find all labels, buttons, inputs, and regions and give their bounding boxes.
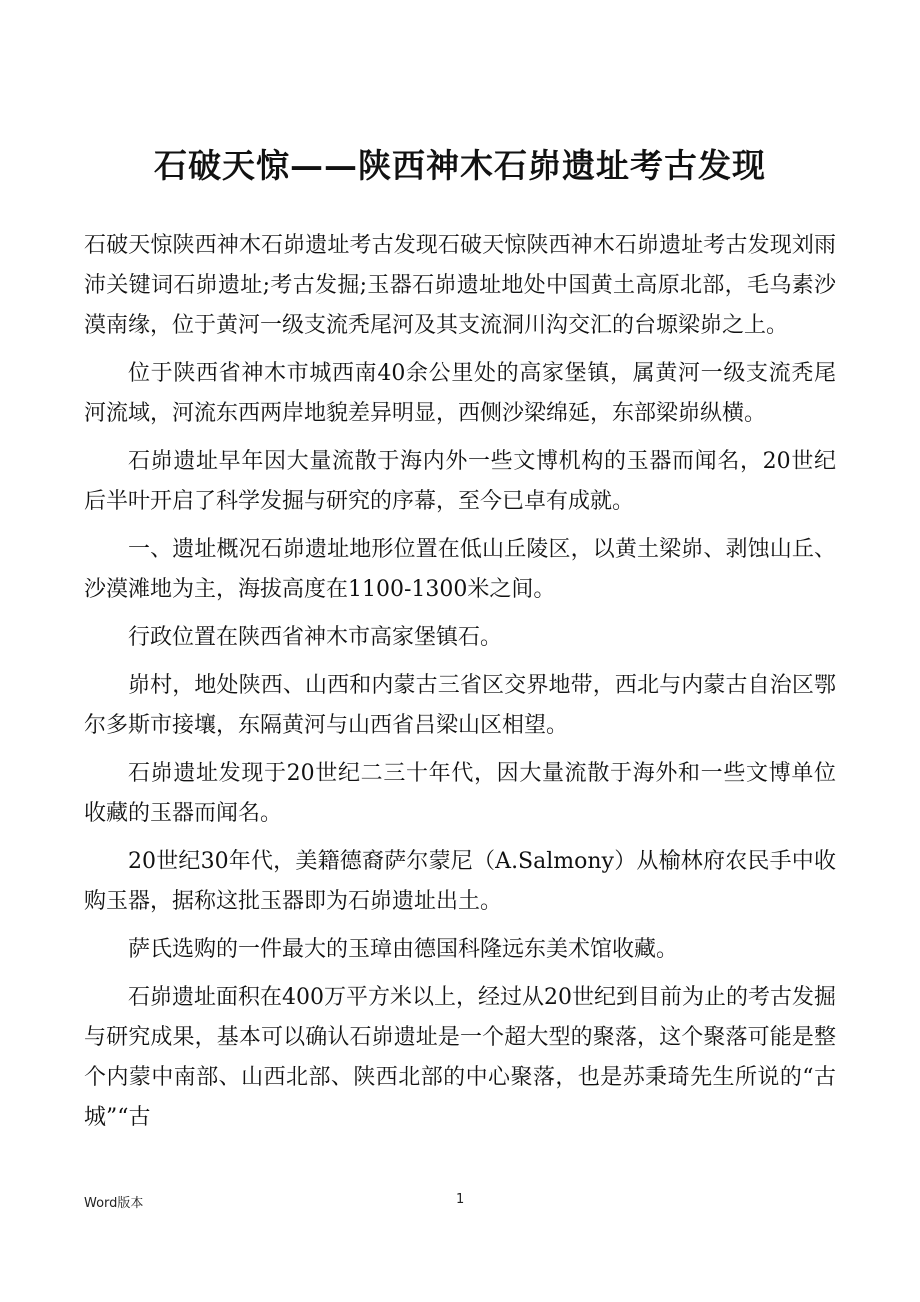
page-number: 1 [456,1192,465,1207]
paragraph-9: 萨氏选购的一件最大的玉璋由德国科隆远东美术馆收藏。 [128,937,679,962]
paragraph-4: 一、遗址概况石峁遗址地形位置在低山丘陵区，以黄土梁峁、剥蚀山丘、沙漠滩地为主，海拔高度在1100-1300米之间。 [84,537,836,602]
document-title: 石破天惊——陕西神木石峁遗址考古发现 [154,146,766,185]
paragraph-2: 位于陕西省神木市城西南40余公里处的高家堡镇，属黄河一级支流秃尾河流域，河流东西两岸地貌差异明显，西侧沙梁绵延，东部梁峁纵横。 [84,361,836,426]
paragraph-1: 石破天惊陕西神木石峁遗址考古发现石破天惊陕西神木石峁遗址考古发现刘雨沛关键词石峁遗址;考古发掘;玉器石峁遗址地处中国黄土高原北部，毛乌素沙漠南缘，位于黄河一级支流秃尾河及其支流洞川沟交汇的台塬梁峁之上。 [84,233,836,338]
paragraph-3: 石峁遗址早年因大量流散于海内外一些文博机构的玉器而闻名，20世纪后半叶开启了科学发掘与研究的序幕，至今已卓有成就。 [84,449,836,514]
paragraph-10: 石峁遗址面积在400万平方米以上，经过从20世纪到目前为止的考古发掘与研究成果，基本可以确认石峁遗址是一个超大型的聚落，这个聚落可能是整个内蒙中南部、山西北部、陕西北部的中心聚落，也是苏秉琦先生所说的“古城”“古 [84,985,836,1130]
paragraph-6: 峁村，地处陕西、山西和内蒙古三省区交界地带，西北与内蒙古自治区鄂尔多斯市接壤，东隔黄河与山西省吕梁山区相望。 [84,673,836,738]
paragraph-7: 石峁遗址发现于20世纪二三十年代，因大量流散于海外和一些文博单位收藏的玉器而闻名。 [84,761,836,826]
paragraph-5: 行政位置在陕西省神木市高家堡镇石。 [128,625,503,650]
paragraph-8: 20世纪30年代，美籍德裔萨尔蒙尼（A.Salmony）从榆林府农民手中收购玉器，据称这批玉器即为石峁遗址出土。 [84,849,836,914]
document-body [84,226,836,1146]
footer-label: Word版本 [84,1196,144,1211]
